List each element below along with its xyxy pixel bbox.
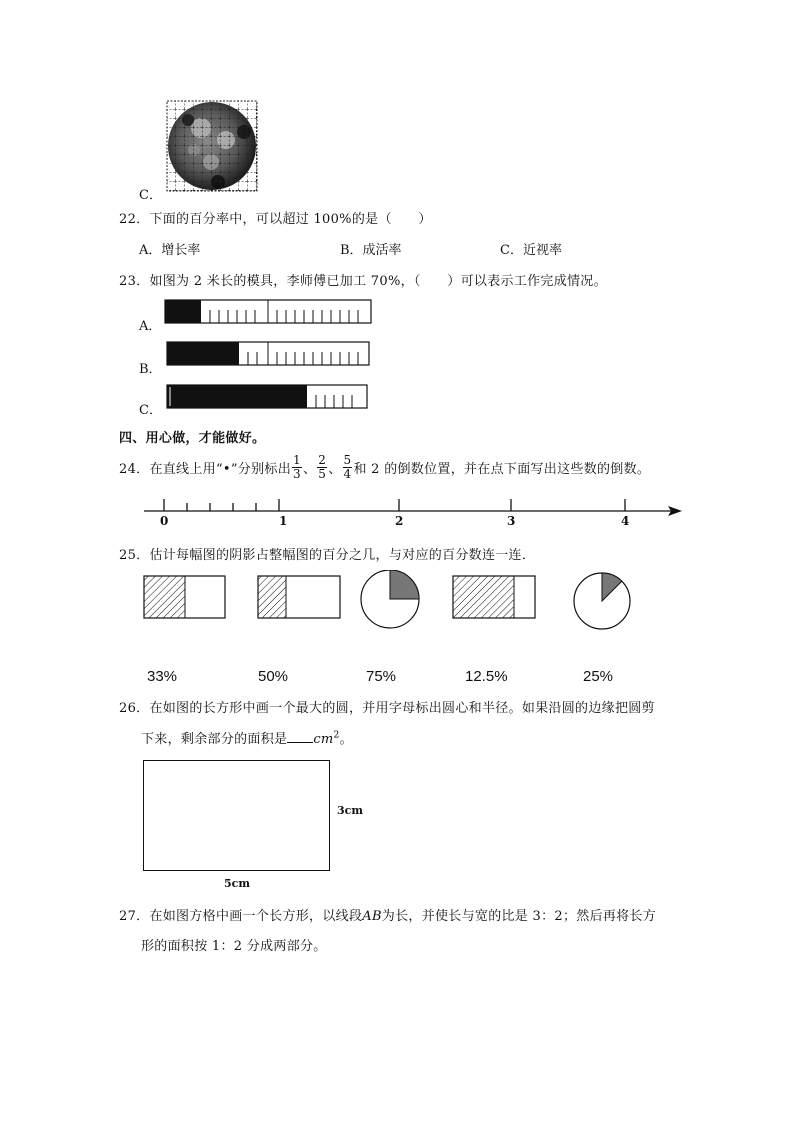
q24-fraction-3: $\frac{5}{4}$ bbox=[343, 453, 352, 481]
tick-label-1: 1 bbox=[279, 514, 288, 528]
q26-rectangle[interactable] bbox=[143, 760, 330, 871]
percent-12-5[interactable]: 12.5% bbox=[465, 668, 508, 685]
q22-option-a[interactable]: A．增长率 bbox=[139, 243, 201, 258]
q23-bar-c bbox=[167, 385, 367, 408]
tick-label-3: 3 bbox=[507, 514, 516, 528]
q24-stem: 24．在直线上用“•”分别标出 $\frac{1}{3}$ 、 $\frac{2}{5}$ 、 $\frac{5}{4}$ 和 2 的倒数位置，并在点下面写出这些数的倒数。 bbox=[119, 453, 651, 481]
q23-bar-a bbox=[165, 300, 371, 323]
percent-25[interactable]: 25% bbox=[583, 668, 614, 685]
q23-progress-bars bbox=[160, 296, 380, 412]
q23-option-a-label[interactable]: A． bbox=[139, 319, 162, 334]
percent-75[interactable]: 75% bbox=[366, 668, 397, 685]
q22-option-b[interactable]: B．成活率 bbox=[340, 243, 402, 258]
q25-figure-2[interactable] bbox=[258, 576, 340, 618]
q25-figures bbox=[140, 570, 640, 632]
q21-option-c-figure bbox=[166, 100, 258, 192]
q25-figure-3[interactable] bbox=[361, 570, 419, 628]
percent-33[interactable]: 33% bbox=[147, 668, 178, 685]
tick-label-2: 2 bbox=[395, 514, 404, 528]
answer-blank[interactable] bbox=[287, 730, 313, 743]
percent-50[interactable]: 50% bbox=[258, 668, 289, 685]
q23-option-c-label[interactable]: C． bbox=[139, 403, 162, 418]
q24-stem-pre: 24．在直线上用“•”分别标出 bbox=[119, 462, 292, 477]
q24-fraction-2: $\frac{2}{5}$ bbox=[318, 453, 327, 481]
tick-label-0: 0 bbox=[160, 514, 169, 528]
q27-line-2: 形的面积按 1：2 分成两部分。 bbox=[141, 939, 327, 954]
q23-bar-b bbox=[167, 342, 369, 365]
q25-figure-1[interactable] bbox=[144, 576, 225, 618]
tick-label-4: 4 bbox=[621, 514, 630, 528]
q27-line-1: 27．在如图方格中画一个长方形，以线段AB为长，并使长与宽的比是 3：2；然后再将长方 bbox=[119, 909, 657, 924]
q24-stem-post: 和 2 的倒数位置，并在点下面写出这些数的倒数。 bbox=[353, 462, 651, 477]
q23-stem: 23．如图为 2 米长的模具，李师傅已加工 70%，（ ）可以表示工作完成情况。 bbox=[119, 274, 607, 289]
q25-stem: 25．估计每幅图的阴影占整幅图的百分之几，与对应的百分数连一连． bbox=[119, 548, 536, 563]
q26-line-1: 26．在如图的长方形中画一个最大的圆，并用字母标出圆心和半径。如果沿圆的边缘把圆剪 bbox=[119, 701, 655, 716]
q26-height-label: 3cm bbox=[337, 804, 363, 817]
q25-figure-5[interactable] bbox=[574, 573, 630, 629]
q22-stem: 22．下面的百分率中，可以超过 100%的是（ ） bbox=[119, 212, 432, 227]
mottled-circle-grid-image bbox=[166, 100, 258, 192]
q26-width-label: 5cm bbox=[224, 877, 250, 890]
q26-line-2: 下来，剩余部分的面积是 $cm^2$。 bbox=[141, 730, 353, 747]
q24-tick-labels bbox=[140, 514, 685, 532]
q22-option-c[interactable]: C．近视率 bbox=[500, 243, 562, 258]
q23-option-b-label[interactable]: B． bbox=[139, 362, 162, 377]
q24-fraction-1: $\frac{1}{3}$ bbox=[293, 453, 301, 481]
segment-ab: AB bbox=[362, 909, 382, 924]
q21-option-c-label[interactable]: C． bbox=[139, 188, 162, 203]
section-4-heading: 四、用心做，才能做好。 bbox=[119, 431, 266, 446]
q25-figure-4[interactable] bbox=[453, 576, 535, 618]
